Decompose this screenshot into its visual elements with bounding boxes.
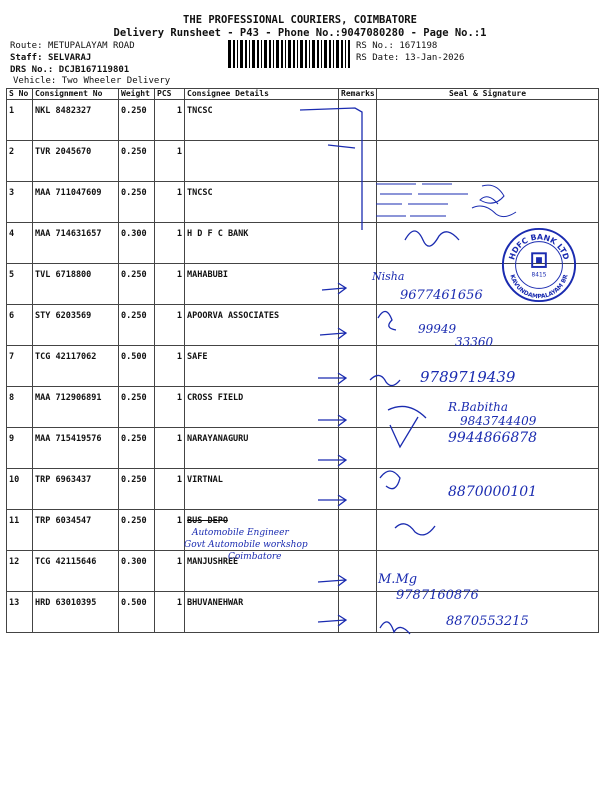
cell-consignment-no: MAA 715419576 (33, 428, 119, 469)
cell-pcs: 1 (155, 592, 185, 633)
col-remarks: Remarks (339, 89, 377, 100)
cell-weight: 0.250 (119, 141, 155, 182)
cell-pcs: 1 (155, 100, 185, 141)
cell-sno: 1 (7, 100, 33, 141)
company-title: THE PROFESSIONAL COURIERS, COIMBATORE (183, 14, 417, 26)
cell-weight: 0.250 (119, 428, 155, 469)
cell-sno: 8 (7, 387, 33, 428)
cell-sno: 4 (7, 223, 33, 264)
vehicle-value: Two Wheeler Delivery (61, 76, 171, 86)
vehicle-label: Vehicle: (13, 76, 57, 86)
hw-r13-phone: 8870553215 (446, 614, 529, 629)
cell-pcs: 1 (155, 305, 185, 346)
hw-r8-name: R.Babitha (448, 400, 509, 414)
cell-sno: 2 (7, 141, 33, 182)
cell-consignee: TNCSC (185, 182, 339, 223)
cell-consignment-no: MAA 714631657 (33, 223, 119, 264)
col-sno: S No (7, 89, 33, 100)
hw-r11-note-c: Coimbatore (228, 552, 282, 562)
cell-weight: 0.250 (119, 100, 155, 141)
cell-consignee: SAFE (185, 346, 339, 387)
staff-label: Staff: (10, 53, 43, 63)
rs-date-value: 13-Jan-2026 (404, 53, 465, 63)
col-pcs: PCS (155, 89, 185, 100)
signature-7 (370, 375, 400, 385)
cell-sno: 5 (7, 264, 33, 305)
cell-weight: 0.250 (119, 387, 155, 428)
col-consignment: Consignment No (33, 89, 119, 100)
cell-pcs: 1 (155, 141, 185, 182)
tamil-office-stamp (372, 178, 522, 226)
cell-pcs: 1 (155, 387, 185, 428)
cell-pcs: 1 (155, 428, 185, 469)
hw-r5-phone: 9677461656 (400, 288, 483, 303)
cell-consignee: TNCSC (185, 100, 339, 141)
cell-sno: 10 (7, 469, 33, 510)
signature-8 (388, 406, 426, 447)
cell-sno: 9 (7, 428, 33, 469)
cell-consignee: MAHABUBI (185, 264, 339, 305)
cell-consignee: BHUVANEHWAR (185, 592, 339, 633)
cell-pcs: 1 (155, 510, 185, 551)
cell-sno: 7 (7, 346, 33, 387)
route-label: Route: (10, 41, 43, 51)
stamp-code: 8415 (531, 272, 547, 279)
tick-stroke (328, 145, 355, 148)
cell-consignee: H D F C BANK (185, 223, 339, 264)
cell-consignment-no: HRD 63010395 (33, 592, 119, 633)
cell-weight: 0.250 (119, 305, 155, 346)
signature-6 (378, 311, 396, 330)
hw-r8-phone-b: 9944866878 (448, 430, 538, 446)
cell-consignee: NARAYANAGURU (185, 428, 339, 469)
hw-r7-phone: 9789719439 (420, 368, 516, 386)
hw-r6-phone-b: 33360 (455, 335, 494, 349)
cell-consignment-no: TVR 2045670 (33, 141, 119, 182)
cell-consignment-no: MAA 712906891 (33, 387, 119, 428)
runsheet-subtitle: Delivery Runsheet - P43 - Phone No.:9047080280 - Page No.:1 (113, 27, 487, 39)
cell-sno: 12 (7, 551, 33, 592)
cell-sno: 13 (7, 592, 33, 633)
signature-11 (395, 524, 435, 535)
hw-r10-phone: 8870000101 (448, 484, 538, 500)
cell-consignee: APOORVA ASSOCIATES (185, 305, 339, 346)
cell-consignee: VIRTNAL (185, 469, 339, 510)
arrow-6 (320, 328, 346, 339)
arrow-10 (318, 495, 346, 506)
hw-r12-name: M.Mg (378, 572, 418, 587)
cell-consignment-no: TCG 42115646 (33, 551, 119, 592)
cell-consignment-no: TRP 6034547 (33, 510, 119, 551)
cell-pcs: 1 (155, 469, 185, 510)
cell-pcs: 1 (155, 264, 185, 305)
cell-consignment-no: MAA 711047609 (33, 182, 119, 223)
drs-value: DCJB167119801 (58, 65, 130, 75)
signature-13 (380, 622, 410, 634)
cell-weight: 0.500 (119, 346, 155, 387)
cell-pcs: 1 (155, 346, 185, 387)
cell-weight: 0.250 (119, 510, 155, 551)
cell-sno: 3 (7, 182, 33, 223)
col-seal-signature: Seal & Signature (377, 89, 599, 100)
arrow-9 (318, 455, 346, 466)
cell-weight: 0.300 (119, 551, 155, 592)
arrow-8 (318, 415, 346, 426)
cell-consignment-no: TCG 42117062 (33, 346, 119, 387)
hw-r5-name: Nisha (372, 270, 405, 283)
arrow-13 (318, 615, 346, 626)
cell-weight: 0.250 (119, 264, 155, 305)
cell-weight: 0.250 (119, 182, 155, 223)
cell-consignment-no: STY 6203569 (33, 305, 119, 346)
stamp-text: HDFC BANK LTD (507, 232, 571, 261)
cell-consignee: MANJUSHREE (185, 551, 339, 592)
arrow-5 (322, 283, 346, 294)
hdfc-bank-stamp (500, 226, 578, 304)
route-value: METUPALAYAM ROAD (47, 41, 135, 51)
bracket-stroke (300, 108, 362, 230)
arrow-12 (318, 575, 346, 586)
cell-consignment-no: TVL 6718800 (33, 264, 119, 305)
rs-no-value: 1671198 (399, 41, 438, 51)
signature-4 (405, 231, 459, 246)
cell-consignee: CROSS FIELD (185, 387, 339, 428)
cell-weight: 0.250 (119, 469, 155, 510)
rs-date-label: RS Date: (356, 53, 400, 63)
stamp-place: KAVUNDAMPALAYAM BR (508, 274, 570, 301)
cell-pcs: 1 (155, 223, 185, 264)
rs-no-label: RS No.: (356, 41, 394, 51)
cell-pcs: 1 (155, 182, 185, 223)
cell-sno: 6 (7, 305, 33, 346)
hw-r11-note-b: Govt Automobile workshop (184, 540, 308, 550)
hw-r11-note-a: Automobile Engineer (192, 528, 289, 538)
cell-weight: 0.500 (119, 592, 155, 633)
hw-r12-phone: 9787160876 (396, 588, 479, 603)
cell-consignee: BUS DEPO (185, 510, 339, 551)
cell-consignment-no: TRP 6963437 (33, 469, 119, 510)
cell-pcs: 1 (155, 551, 185, 592)
hw-r6-phone-a: 99949 (418, 322, 457, 336)
drs-label: DRS No.: (10, 65, 54, 75)
arrow-7 (318, 373, 346, 384)
cell-consignment-no: NKL 8482327 (33, 100, 119, 141)
col-weight: Weight (119, 89, 155, 100)
hw-r8-phone-a: 9843744409 (460, 414, 537, 428)
cell-sno: 11 (7, 510, 33, 551)
cell-weight: 0.300 (119, 223, 155, 264)
staff-value: SELVARAJ (47, 53, 92, 63)
signature-10 (380, 471, 400, 489)
col-consignee: Consignee Details (185, 89, 339, 100)
